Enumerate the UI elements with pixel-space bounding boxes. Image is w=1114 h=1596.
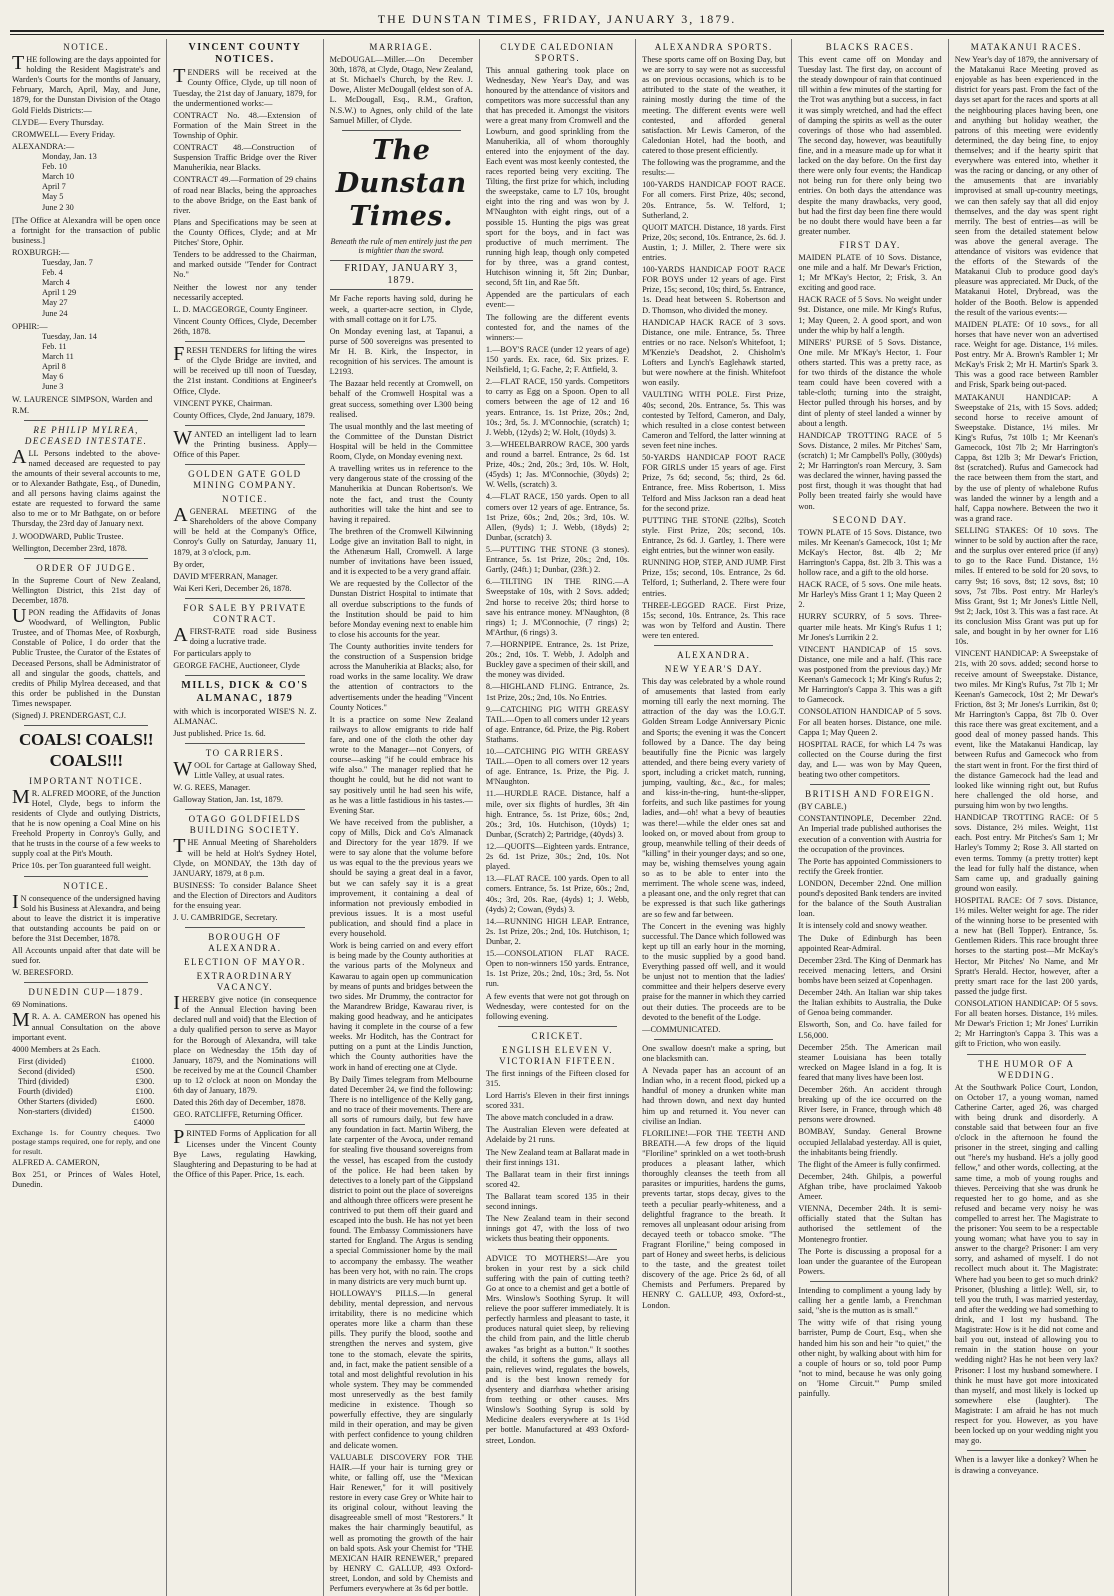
cup-prize-row	[12, 1077, 160, 1087]
schedule-row: March 11	[42, 352, 74, 362]
sale-signature: GEORGE FACHE, Auctioneer, Clyde	[173, 661, 300, 671]
court-notice-heading: NOTICE.	[63, 42, 110, 52]
pump-de-court-quip: The witty wife of that rising young barrister, Pump de Court, Esq., when she handed him his son and heir "to quiet," the other night, by walking about with him for a couple of hours or so, told poor Pump "not to mind, because he was only going on 'Home Circuit.'" Pump smiled painfully.	[798, 1318, 942, 1399]
vcn-contract-49: CONTRACT 49.—Formation of 29 chains of road near Blacks, being the approaches to the above Bridge, on the East bank of river.	[173, 175, 317, 215]
humor-body: At the Southwark Police Court, London, on October 17, a young woman, named Catherine Carter, aged 26, was charged with being drunk and disorderly. A constable said that between four an five o'clock in the afternoon he found the prisoner in the street, singing and calling out "here's my husband. He's a jolly good fellow," and other words, collecting, at the same time, a mob of young roughs and thieves. Perceiving that she was drunk he requested her to go home, and as she refused and became very noisy he was compelled to arrest her. The Magistrate to the prisoner: You seem to be a respectable young woman; what have you to say in answer to the charge? Prisoner: I am very sorry, and ashamed of myself. I do not recollect much about it. The Magistrate: Where had you been to get so much drink? Prisoner, (blushing a little): Well, sir, to tell you the truth, I was married yesterday, and after the wedding we had something to drink, and I lost my husband. The Magistrate: How is it he did not come and bail you out, instead of allowing you to remain in the station house on your wedding night? Has he not been very lax? Prisoner: I lost my husband somewhere. I think he must have got more intoxicated than myself, and most likely is locked up somewhere else (laughter). The Magistrate: I am afraid he has not much respect for you. However, as you have been locked up on your wedding night you may go.	[954, 1082, 1098, 1446]
sports-event: 100-YARDS HANDICAP FOOT RACE FOR BOYS under 12 years of age. First Prize, 15s; second, 10s; third, 5s. Entrance, 1s. Dead heat between S. Robertson and D. Thomson, who divided the money.	[642, 265, 786, 315]
court-clyde: CLYDE— Every Thursday.	[12, 117, 104, 127]
notice2-signature: W. BERESFORD.	[12, 968, 74, 978]
alexandra-sports-intro: These sports came off on Boxing Day, but we are sorry to say were not as successful as on previous occasions, which is to be attributed to the state of the weather, it raining mostly during the time of the meeting. The different events were well contested, and afforded general satisfaction. Mr Lewis Cameron, of the Caledonian Hotel, had the booth, and catered to those present efficiently.	[642, 54, 786, 155]
sports-event: 4.—FLAT RACE, 150 yards. Open to all comers over 12 years of age. Entrance, 5s. 1st Prize, 60s.; 2nd, 20s.; 3rd, 10s. W. Allen, (9yds) 1; J. Webb, (18yds) 2; Dunbar, (scratch) 3.	[485, 492, 630, 542]
british-foreign-heading: BRITISH AND FOREIGN.	[805, 789, 935, 800]
vcn-tenders: Tenders to be addressed to the Chairman, and marked outside "Tender for Contract No."	[173, 250, 317, 280]
cup-prize-row	[12, 1067, 160, 1077]
race-result: VINCENT HANDICAP: A Sweepstake of 21s, with 20 sovs. added; second horse to receive amount of Sweepstake. Distance, two miles. Mr King's Rufus, 7st 7lb 1; Mr Keenan's Gamecock, 10st 2; Mr Dewar's Friction, 8st 3; Mr Jones's Lurrikin, 8st 0; Mr Harrington's Cappa, 8st 7lb 0. Over this race there was great excitement, and a good deal of money passed hands. This event, like the Matakanui Handicap, lay between Rufus and Gamecock who from the start went in front. For the first third of the distance Gamecock had the lead and looked like winning right out, but Rufus here challenged the old horse, and pursuing him won by two lengths.	[954, 649, 1098, 810]
sports-event: 5.—PUTTING THE STONE (3 stones). Entrance, 5s. 1st Prize, 20s.; 2nd, 10s. Gartly, (24ft.) 1; Dunbar, (23ft.) 2.	[485, 544, 630, 575]
court-cromwell: CROMWELL— Every Friday.	[12, 129, 115, 139]
coals-body: MR. ALFRED MOORE, of the Junction Hotel, Clyde, begs to inform the residents of Clyde and outlying Districts, that he is now opening a Coal Mine on his Freehold Property in Conroy's Gully, and that he trusts in the course of a few weeks to supply coal at the Pit's Mouth.	[12, 785, 161, 859]
vcn-place: Vincent County Offices, Clyde, December 26th, 1878.	[173, 316, 317, 336]
cup-prize-label: First (divided)	[18, 1056, 66, 1066]
second-day-heading: SECOND DAY.	[832, 514, 908, 525]
ogbs-heading: OTAGO GOLDFIELDS BUILDING SOCIETY.	[188, 814, 302, 836]
column-3	[323, 39, 479, 1596]
marriage-body: McDOUGAL—Miller.—On December 30th, 1878, at Clyde, Otago, New Zealand, at St. Michael's Church, by the Rev. J. Dowe, Alister McDougall (eldest son of A. L. McDougall, Esq., R.M., Grafton, N.S.W.) to Agnes, only child of the late Samuel Miller, of Clyde.	[329, 54, 473, 125]
judge-body: UPON reading the Affidavits of Jonas Woodward, of Wellington, Public Trustee, and of Thomas Mee, of Roxburgh, Constable of Police, I do order that the Public Trustee, the Curator of the Estates of Deceased Persons, shall be Administrator of all and singular the goods, chattels, and credits of Philip Mylrea deceased, and that this order be published in the Dunstan Times newspaper.	[12, 605, 161, 708]
cup-prize-label: Second (divided)	[18, 1067, 75, 1076]
race-result: SELLING STAKES: Of 10 sovs. The winner to be sold by auction after the race, and the surplus over entered price (if any) to go to the Race Fund. Distance, 1½ miles. If entered to be sold for 20 sovs, to carry 9st; 16 sovs, 8st; 12 sovs, 8st; 10 sovs, 7st 7lbs. Post entry. Mr Harley's Miss Grant, 9st 1; Mr Jones's Little Nell, 9st 2; Jack, 10st 3. This was a fast race. At its conclusion Miss Grant was put up for sale, and bought in by her owner for L16 10s.	[954, 526, 1098, 647]
divider	[24, 982, 148, 983]
news-paragraph: Mr Fache reports having sold, during he week, a quarter-acre section, in Clyde, with small cottage on it for L75.	[329, 294, 473, 324]
cable-item: It is intensely cold and snowy weather.	[798, 921, 928, 931]
race-result: HOSPITAL RACE: Of 7 sovs. Distance, 1½ miles. Welter weight for age. The rider of the winning horse to be presented with a new hat (Bell Topper). Entrance, 5s. Gentlemen Riders. This race brought three horses to the starting post—Mr McKay's Hector, Mr Pitches' No Name, and Mr Spratt's Herald. Hector, however, after a pretty smart race for the last 200 yards, passed the judge first.	[954, 895, 1098, 996]
hair-renewer-advert: VALUABLE DISCOVERY FOR THE HAIR.—If your hair is turning grey or white, or falling off, use the "Mexican Hair Renewer," for it will positively restore in every case Grey or White hair to its original colour, without leaving the disagreeable smell of most "Restorers." It makes the hair charmingly beautiful, as well as promoting the growth of the hair on bald spots. Ask your Chemist for "THE MEXICAN HAIR RENEWER," prepared by HENRY C. GALLUP, 493 Oxford-street, London, and sold by Chemists and Perfumers everywhere at 3s 6d per bottle.	[329, 1452, 473, 1594]
golden-gate-notice: NOTICE.	[222, 494, 268, 505]
matakanui-intro: New Year's day of 1879, the anniversary of the Matakanui Race Meeting proved as enjoyable as has been experienced in the district for years past. From the fact of the days set apart for the races and sports at all the neighbouring places having been, one and anything but holiday weather, the patrons of this meeting were evidently determined, the day being fine, to enjoy themselves; and if the hearty spirit that everywhere was entered into, whether it was the racing or dancing, or any other of the amusements that are invariably improvised at small up-country meetings, we can then safely say that all did enjoy themselves, and the day was spent right merrily. The best of entries—as will be seen from the detailed statement below was above the general average. The attendance of visitors was evidence that the efforts of the Stewards of the Matakanui Club to produce good day's pleasure was appreciated. Mr Duck, of the Matakanui Hotel, Drybread, was the holder of the Booth. Below is appended the result of the various events:—	[954, 54, 1098, 317]
new-years-day-heading: NEW YEAR'S DAY.	[664, 664, 763, 675]
cup-prize-amount: £300.	[135, 1077, 155, 1087]
race-result: HURRY SCURRY, of 5 sovs. Three-quarter mile heats. Mr King's Rufus 1 1; Mr Jones's Lurrikin 2 2.	[798, 612, 942, 642]
court-ophir-label: OPHIR:—	[12, 321, 48, 331]
cup-prize-amount: £500.	[135, 1067, 155, 1076]
humor-heading: THE HUMOR OF A WEDDING.	[978, 1058, 1075, 1080]
golden-gate-by: By order,	[173, 559, 205, 569]
column-4	[479, 39, 635, 1596]
schedule-row: June 2 30	[42, 202, 74, 212]
divider	[185, 425, 304, 426]
race-result: HOSPITAL RACE, for which L4 7s was collected on the Course during the first day, and L— was won by May Queen, beating two other competitors.	[798, 739, 942, 780]
divider	[185, 809, 304, 810]
blacks-races-heading: BLACKS RACES.	[825, 42, 915, 52]
cup-prize-amount: £1500.	[131, 1107, 155, 1117]
sports-event: 6.—TILTING IN THE RING.—A Sweepstake of 10s, with 2 Sovs. added; 2nd horse to receive 20s; third horse to save his entrance money. M'Naughton, (8 rings) 1; J. M'Connochie, (7 rings) 2; M'Arthur, (6 rings) 3.	[485, 577, 630, 637]
cup-prize-label: Other Starters (divided)	[18, 1097, 97, 1107]
mills-price: Just published. Price 1s. 6d.	[173, 728, 266, 738]
new-years-day-signature: —COMMUNICATED.	[642, 1024, 721, 1034]
vcn-body: TENDERS will be received at the County Office, Clyde, up till noon of Tuesday, the 21st day of January, 1879, for the undermentioned works:—	[173, 65, 317, 108]
sports-event: 12.—QUOITS—Eighteen yards. Entrance, 2s 6d. 1st Prize, 30s.; 2nd, 10s. Not played.	[485, 842, 630, 872]
schedule-row: March 4	[42, 278, 70, 288]
swallow-quip: One swallow doesn't make a spring, but one blacksmith can.	[642, 1043, 786, 1063]
schedule-row: May 27	[42, 298, 68, 308]
alexandra-sports-heading: ALEXANDRA SPORTS.	[654, 42, 773, 52]
schedule-row: June 3	[42, 382, 64, 392]
marriage-heading: MARRIAGE.	[369, 42, 434, 52]
court-roxburgh	[12, 248, 160, 319]
clyde-sports-intro-3: The following are the different events contested for, and the names of the winners:—	[485, 312, 630, 342]
divider	[967, 1054, 1086, 1055]
new-years-day-body: This day was celebrated by a whole round of amusements that lasted from early morning till early the next morning. The attraction of the day was the I.O.G.T. Golden Stream Lodge Anniversary Picnic and Sports; the evening it was the Concert followed by a Dance. The day being beautifully fine the Picnic was largely attended, and there being every variety of sport, including a cricket match, running, jumping, vaulting, &c., &c., for males; and kiss-in-the-ring, hunt-the-slipper, forfeits, and such like pastimes for young ladies, and—oh! what a bevy of beauties was there!—while the elder ones sat and looked on, or moved about from group to group, meanwhile telling of their deeds of "killing" in their younger days; and so one, may be, wishing themselves young again so as to be able to enter into the merriment. The whole scene was, indeed, a pleasant one, and the only regret that can be expressed is that such like gatherings are so few and far between.	[642, 677, 786, 919]
sports-event: 8.—HIGHLAND FLING. Entrance, 2s. 1st Prize, 20s.; 2nd, 10s. No Entries.	[485, 682, 630, 702]
divider	[498, 1249, 617, 1250]
carriers-heading: TO CARRIERS.	[205, 748, 285, 759]
vcn-heading: VINCENT COUNTY NOTICES.	[188, 42, 302, 66]
column-2	[166, 39, 322, 1596]
race-result: HACK RACE of 5 Sovs. No weight under 9st. Distance, one mile. Mr King's Rufus, 1; May Queen, 2. A good sport, and won under the whip by half a length.	[798, 295, 942, 335]
clyde-sports-outro: A few events that were not got through on Wednesday, were contested for on the following evening.	[485, 991, 630, 1021]
masthead	[10, 12, 1104, 30]
news-paragraph: On Monday evening last, at Tapanui, a purse of 500 sovereigns was presented to Mr H. B. Kirk, the Inspector, in recognition of his services. The amount is L2193.	[329, 326, 473, 377]
cup-prize-amount: £100.	[135, 1087, 155, 1097]
cricket-paragraph: The Ballarat team scored 135 in their second innings.	[485, 1192, 630, 1212]
cup-footer: Exchange 1s. for Country cheques. Two postage stamps required, one for reply, and one for result.	[12, 1127, 161, 1156]
news-paragraph: The County authorities invite tenders for the construction of a Suspension bridge across the Manuherikia at Blacks; also, for road works in the same locality. We draw the attention of contractors to the advertisements under the heading "Vincent County Notices."	[329, 642, 473, 712]
vcn-signature: L. D. MACGEORGE, County Engineer.	[173, 304, 308, 314]
cricket-heading: CRICKET.	[531, 1030, 584, 1041]
cup-prize-table	[12, 1057, 160, 1128]
cup-body: MR. A. A. CAMERON has opened his annual Consultation on the above important event.	[12, 1009, 161, 1042]
sale-heading: FOR SALE BY PRIVATE CONTRACT.	[183, 602, 307, 624]
cable-item: CONSTANTINOPLE, December 22nd. An Imperial trade published authorises the execution of a convention with Austria for the occupation of the provinces.	[798, 814, 942, 854]
divider	[810, 1281, 929, 1282]
divider	[185, 675, 304, 676]
golden-gate-body: AGENERAL MEETING of the Shareholders of the above Company will be held at the Company's Office, Conroy's Gully on Saturday, January 11, 1879, at 3 o'clock, p.m.	[173, 504, 317, 557]
judge-signature: (Signed) J. PRENDERGAST, C.J.	[12, 711, 126, 721]
sports-event: RUNNING HOP, STEP, AND JUMP. First Prize, 15s; second, 10s. Entrance, 2s 6d. Telford, 1; Sutherland, 2. There were four entries.	[642, 558, 786, 598]
alexandra-sports-intro-2: The following was the programme, and the results:—	[642, 158, 786, 178]
cable-item: The Duke of Edinburgh has been appointed Rear-Admiral.	[798, 933, 942, 953]
schedule-row: May 5	[42, 192, 64, 202]
coals-price: Price 10s. per Ton guaranteed full weight.	[12, 861, 151, 871]
judge-heading: ORDER OF JUDGE.	[36, 562, 137, 573]
divider	[185, 464, 304, 465]
divider	[342, 130, 461, 131]
masthead-title: THE DUNSTAN TIMES, FRIDAY, JANUARY 3, 1879.	[377, 12, 737, 26]
cable-item: The Porte has appointed Commissioners to rectify the Greek frontier.	[798, 856, 942, 876]
cable-item: Elsworth, Son, and Co. have failed for L56,000.	[798, 1020, 942, 1040]
cable-item: BOMBAY, Sunday. General Browne occupied Jellalabad yesterday. All is quiet, the inhabitants being friendly.	[798, 1127, 942, 1157]
race-result: HACK RACE, of 5 sovs. One mile heats. Mr Harley's Miss Grant 1 1; May Queen 2 2.	[798, 580, 942, 610]
cable-item: December 26th. An accident through breaking up of the ice occurred on the River Isere, in France, through which 48 persons were drowned.	[798, 1085, 942, 1125]
sports-event: 9.—CATCHING PIG WITH GREASY TAIL.—Open to all comers under 12 years of age. Entrance, 6d. Prize, the Pig. Robert Stathams.	[485, 704, 630, 744]
notice2-body: IN consequence of the undersigned having Sold his Business at Alexandra, and being about to leave the district it is imperative that outstanding accounts be paid on or before the 31st December, 1878.	[12, 890, 161, 943]
golden-gate-place: Wai Keri Keri, December 26, 1878.	[173, 583, 292, 593]
schedule-row: June 24	[42, 308, 68, 318]
by-cable-label: (BY CABLE.)	[798, 802, 847, 812]
wanted-body: WANTED an intelligent lad to learn the Printing business. Apply—Office of this Paper.	[173, 426, 317, 460]
schedule-row: April 8	[42, 362, 66, 372]
divider	[24, 558, 148, 559]
cricket-paragraph: The first innings of the Fifteen closed for 315.	[485, 1068, 630, 1088]
vcn-plans: Plans and Specifications may be seen at the County Offices, Clyde; and at Mr Pitches' Store, Ophir.	[173, 217, 317, 248]
cricket-paragraph: The Australian Eleven were defeated at Adelaide by 21 runs.	[485, 1125, 630, 1145]
cable-item: December 23rd. The King of Denmark has received menacing letters, and Orsini bombs have been seized at Copenhagen.	[798, 955, 942, 985]
divider	[654, 645, 773, 646]
sports-event: 100-YARDS HANDICAP FOOT RACE. For all comers. First Prize, 40s; second, 20s. Entrance, 5s. W. Telford, 1; Sutherland, 2.	[642, 180, 786, 220]
lamb-quip: Intending to compliment a young lady by calling her a gentle lamb, a Frenchman said, "she is the mutton as is small."	[798, 1286, 942, 1316]
vacancy-date: Dated this 26th day of December, 1878.	[173, 1098, 306, 1108]
carriers-signature: W. G. REES, Manager.	[173, 783, 251, 793]
clyde-sports-intro: This annual gathering took place on Wednesday, New Year's Day, and was honoured by the attendance of visitors and competitors was more successful than any that has preceded it. Amongst the visitors were a great many from Cromwell and the Lowburn, and good sprinkling from the Manuherikia, all of whom thoroughly entered into the enjoyment of the day. Each event was most keenly contested, the races reported being very exciting. The Tilting, the first prize for which, including the sweepstake, came to L7 10s, brought eight into the ring and was won by J. M'Naughton with eight rings, out of a possible 15. Hunting the pigs was great sport for the boys, and in fact was productive of much merriment. The running high leap, though only competed for by three, was a grand contest, Hutchison winning it, 5ft 2in; Dunbar, second, 5ft 1in, and Rae 5ft.	[485, 65, 630, 288]
divider	[185, 927, 304, 928]
paper-title: The Dunstan Times.	[335, 134, 467, 232]
cable-item: December 24th. An Italian war ship takes the Italian exhibits to Australia, the Duke of Genoa being commander.	[798, 988, 942, 1018]
paper-dateline: FRIDAY, JANUARY 3, 1879.	[330, 260, 473, 290]
cup-heading: DUNEDIN CUP—1879.	[28, 987, 144, 998]
race-result: CONSOLATION HANDICAP of 5 sovs. For all beaten horses. Distance, one mile. Cappa 1; May Queen 2.	[798, 707, 942, 737]
schedule-row: Feb. 4	[42, 268, 63, 278]
mylrea-signature: J. WOODWARD, Public Trustee.	[12, 531, 124, 541]
column-6	[791, 39, 947, 1596]
masthead-rule	[10, 30, 1104, 35]
cup-prize-row	[12, 1087, 160, 1097]
divider	[24, 876, 148, 877]
race-result: HANDICAP TROTTING RACE of 5 Sovs. Distance, 2 miles. Mr Pitches' Sam, (scratch) 1; Mr Campbell's Polly, (300yds) 2; Mr Harrington's roan Mercury, 3. Sam was declared the winner, having passed the post first, though it was thought that had Polly been treated fairly she would have won.	[798, 430, 942, 511]
cup-prize-amount: £600.	[135, 1097, 155, 1107]
news-paragraph: The Bazaar held recently at Cromwell, on behalf of the Cromwell Hospital was a great success, something over L300 being realised.	[329, 379, 473, 419]
divider	[810, 784, 929, 785]
cup-prize-row	[12, 1057, 160, 1067]
ogbs-body: THE Annual Meeting of Shareholders will be held at Holt's Sydney Hotel, Clyde, on MONDAY, the 13th day of JANUARY, 1879, at 8 p.m.	[173, 835, 317, 878]
vcn-lowest: Neither the lowest nor any tender necessarily accepted.	[173, 282, 317, 302]
news-paragraph: It is a practice on some New Zealand railways to allow emigrants to ride half fare, and one of the cloth the other day wrote to the Manager—not Conyers, of course—asking "if he could embrace his wife also." The manager replied that he thought he could, but he did not want to say positively until he had seen his wife, as he was a little fastidious in his tastes.—Evening Star.	[329, 714, 473, 815]
race-result: HANDICAP TROTTING RACE: Of 5 sovs. Distance, 2½ miles. Weight, 11st each. Post entry. Mr Pitches's Sam 1; Mr Harley's Tommy 2; Rose 3. All started on even terms. Tommy (a pretty trotter) kept the lead for fully half the distance, when Sam came up, and gradually gaining ground won easily.	[954, 813, 1098, 893]
cable-item: December 25th. The American mail steamer Louisiana has been totally wrecked on Magee Island in a fog. It is feared that many lives have been lost.	[798, 1042, 942, 1082]
schedule-row: April 7	[42, 182, 66, 192]
sports-event: 1.—BOY'S RACE (under 12 years of age) 150 yards. Ex. race, 6d. Six prizes. F. Neilsfield, 1; G. Fache, 2; F. Attfield, 3.	[485, 344, 630, 375]
cable-item: VIENNA, December 24th. It is semi-officially stated that the Sultan has authorised the settlement of the Montenegro frontier.	[798, 1204, 942, 1244]
new-years-day-body-2: The Concert in the evening was highly successful. The Dance which followed was kept up till an early hour in the morning, to the music supplied by a good band. Everything passed off well, and it would be unjust not to mention that the ladies' committee and their helpers deserve every praise for the manner in which they carried out their duties. The proceeds are to be devoted to the benefit of the Lodge.	[642, 921, 786, 1022]
cup-prize-amount: £1000.	[131, 1056, 155, 1066]
schedule-row: Feb. 11	[42, 341, 67, 351]
alexandra-heading: ALEXANDRA.	[677, 650, 751, 661]
news-paragraph: The brethren of the Cromwell Kilwinning Lodge give an invitation Ball to night, in the Athenæum Hall, Cromwell. A large number of invitations have been issued, and it is expected to be a very grand affair.	[329, 526, 473, 577]
indian-anecdote: A Nevada paper has an account of an Indian who, in a recent flood, picked up a handful of money a drunken white man had thrown down, and next day hunted him up and returned it. You never can civilise an Indian.	[642, 1066, 786, 1126]
cup-signature: ALFRED A. CAMERON,	[12, 1158, 100, 1168]
news-paragraph: A travelling writes us in reference to the very dangerous state of the crossing of the Manuherikia at Duncan Robertson's. We note the fact, and trust the County authorities will take the hint and see to having it repaired.	[329, 464, 473, 524]
ogbs-business: BUSINESS: To consider Balance Sheet and the Election of Directors and Auditors for the ensuing year.	[173, 880, 317, 911]
cup-members: 4000 Members at 2s Each.	[12, 1044, 101, 1054]
cable-item: LONDON, December 22nd. One million pound's deposited Bank tenders are invited for the balance of the South Australian loan.	[798, 878, 942, 919]
news-paragraph: Work is being carried on and every effort is being made by the County authorities at the various parts of the Molyneux and Kawarau to again open up communication by means of punts and bridges between the two sides. Mr Drummy, the contractor for the Marandrew Bridge, Kawarau river, is making good headway, and he anticipates having it complete in the course of a few weeks. Mr Hoditch, has the Contract for putting on a punt at the Lindis Junction, which the County authorities have the work in hand of erecting one at Clyde.	[329, 941, 473, 1072]
divider	[654, 1039, 773, 1040]
clyde-sports-heading: CLYDE CALEDONIAN SPORTS.	[500, 42, 615, 63]
news-paragraph: By Daily Times telegram from Melbourne dated December 24, we find the following: There is no intelligence of the Kelly gang, and no trace of their movements. There are all sorts of rumours daily, but few have any foundation in fact. Martin Wiberg, the late carpenter of the Avoca, under remand for stealing five thousand sovereigns from the vessel, has escaped from the custody of the police. He had been taken by detectives to a lonely part of the Gippsland district to point out the place of sovereigns and although three officers were present he contrived to put them off their guard and escaped into the bush. He has not yet been found. The Embassy Commissioners have started for England. The Argus is sending a special Commissioner home by the mail to accompany the embassy. The weather has been very hot, with no rain. The crops in many districts are very much burnt up.	[329, 1074, 473, 1286]
cup-prize-label: Third (divided)	[18, 1077, 69, 1087]
sports-event: 10.—CATCHING PIG WITH GREASY TAIL.—Open to all comers over 12 years of age. Entrance, 1s. Prize, the Pig. J. M'Naughton.	[485, 747, 630, 787]
paper-motto: Beneath the rule of men entirely just the pen is mightier than the sword.	[330, 236, 472, 256]
sale-body: AFIRST-RATE road side Business doing a lucrative trade.	[173, 623, 317, 647]
vacancy-body: IHEREBY give notice (in consequence of the Annual Election having been declared null and void) that the Election of a duly qualified person to serve as Mayor for the Borough of Alexandra, will take place on Wednesday the 15th day of January, 1879, and the Nominations will be received by me at the Council Chamber up to 12 o'clock at noon on Monday the 6th day of January, 1879.	[173, 992, 317, 1096]
carriers-body: WOOL for Cartage at Galloway Shed, Little Valley, at usual rates.	[173, 758, 317, 781]
court-ophir	[12, 322, 160, 393]
sports-event: HANDICAP HACK RACE of 3 sovs. Distance, one mile. Entrance, 5s. Three entries or no race. Nelson's Whitefoot, 1; M'Kenzie's Deadshot, 2. Chisholm's Lofters and Lynch's Eaglehawk started, but were nowhere at the finish. Whitefoot won easily.	[642, 317, 786, 388]
schedule-row: Monday, Jan. 13	[42, 151, 97, 161]
blacks-races-intro: This event came off on Monday and Tuesday last. The first day, on account of the steady downpour of rain that continued till within a few minutes of the starting for the Trot was anything but a success, in fact it was simply wretched, and had the effect of damping the spirits as well as the outer coverings of those who had assembled. The second day, however, was beautifully fine, and in a measure made up for what it lacked on the day before. On the first day there were only four events; the Handicap not being run for there only being two entries. On both days the attendance was despite the many drawbacks, very good, but had the first day been fine there would be no doubt there would have been a far greater number.	[798, 54, 942, 236]
cable-item: The Porte is discussing a proposal for a loan under the guarantee of the European Powers.	[798, 1246, 942, 1276]
sports-event: VAULTING WITH POLE. First Prize, 40s; second, 20s. Entrance, 5s. This was contested by Telford, Cameron, and Daly, which resulted in a close contest between Cameron and Telford, the latter winning at seven feet nine inches.	[642, 390, 786, 451]
schedule-row: May 6	[42, 372, 64, 382]
cup-nominations: 69 Nominations.	[12, 1000, 68, 1010]
divider	[185, 743, 304, 744]
election-heading: ELECTION OF MAYOR.	[183, 957, 306, 968]
sports-event: 15.—CONSOLATION FLAT RACE. Open to non-winners 150 yards. Entrance, 1s. 1st Prize, 20s.; 2nd, 10s.; 3rd, 5s. Not run.	[485, 949, 630, 989]
schedule-row: April 1 29	[42, 288, 77, 298]
golden-gate-heading: GOLDEN GATE GOLD MINING COMPANY.	[188, 469, 302, 491]
fresh-tenders-signature: VINCENT PYKE, Chairman.	[173, 398, 273, 408]
vcn-contract-48a: CONTRACT No. 48.—Extension of Formation of the Main Street in the Township of Ophir.	[173, 110, 317, 141]
cable-item: December, 24th. Ghilpis, a powerful Afghan tribe, have proclaimed Yakoob Ameer.	[798, 1171, 942, 1202]
race-result: MAIDEN PLATE of 10 Sovs. Distance, one mile and a half. Mr Dewar's Friction, 1; Mr M'Kay's Hector, 2; Frisk, 3. An exciting and good race.	[798, 252, 942, 293]
race-result: TOWN PLATE of 15 Sovs. Distance, two miles. Mr Keenan's Gamecock, 10st 1; Mr McKay's Hector, 8st. 4lb 2; Mr Harrington's Cappa, 8st. 2lb 3. This was a hollow race, and a gift to the old horse.	[798, 527, 942, 578]
divider	[185, 598, 304, 599]
race-result: MATAKANUI HANDICAP: A Sweepstake of 21s, with 15 Sovs. added; second horse to receive amount of Sweepstake. Distance, 1½ miles. Mr King's Rufus, 7st 10lb 1; Mr Keenan's Gamecock, 10st 7lb 2; Mr Harrington's Cappa, 8st 12lb 3; Mr Dewar's Friction, 8st (scratched). Rufus and Gamecock had the race between them from the start, and by the use of plenty of whalebone Rufus was landed the winner by a length and a half, Cappa nowhere. Between the two it was a grand race.	[954, 392, 1098, 523]
printed-forms-body: PRINTED Forms of Application for all Licenses under the Vincent County Bye Laws, regulating Hawking, Slaughtering and Depasturing to be had at the Office of this Paper. Price, 1s. each.	[173, 1126, 317, 1179]
borough-heading: BOROUGH OF ALEXANDRA.	[208, 932, 282, 954]
divider	[498, 1026, 617, 1027]
notice2-body-2: All Accounts unpaid after that date will be sued for.	[12, 946, 161, 966]
news-paragraph: We are requested by the Collector of the Dunstan District Hospital to intimate that all overdue subscriptions to the funds of the Institution should be paid to him before Monday evening next to enable him to close his accounts for the year.	[329, 579, 473, 639]
cup-prize-label: Fourth (divided)	[18, 1087, 73, 1097]
race-result: MINERS' PURSE of 5 Sovs. Distance, One mile. Mr M'Kay's Hector, 1. Four others started. This was a pretty race, as for two thirds of the distance the whole team could have been covered with a table-cloth; turning into the straight, Hector pulled through his horses, and by dint of plenty of steel landed a winner by about a length.	[798, 337, 942, 428]
columns	[10, 39, 1104, 1594]
sports-event: 13.—FLAT RACE. 100 yards. Open to all comers. Entrance, 5s. 1st Prize, 60s.; 2nd, 40s.; 3rd, 20s. Rae, (4yds) 1; J. Webb, (4yds) 2; Cowan, (9yds) 3.	[485, 874, 630, 914]
sports-event: 50-YARDS HANDICAP FOOT RACE FOR GIRLS under 15 years of age. First Prize, 7s 6d; second, 5s; third, 2s 6d. Entrance, free. Miss Robertson, 1. Miss Telford and Miss Jackson ran a dead heat for the second prize.	[642, 453, 786, 513]
cricket-paragraph: The New Zealand team at Ballarat made in their first innings 131.	[485, 1147, 630, 1167]
cup-prize-row	[12, 1107, 160, 1117]
mills-body: with which is incorporated WISE'S N. Z. ALMANAC.	[173, 706, 317, 726]
cup-total: £4000	[133, 1117, 155, 1127]
judge-intro: In the Supreme Court of New Zealand, Wellington District, this 21st day of December, 1878.	[12, 575, 161, 605]
cup-prize-label: Non-starters (divided)	[18, 1107, 92, 1117]
cricket-paragraph: The Ballarat team in their first innings scored 42.	[485, 1169, 630, 1189]
court-alexandra	[12, 142, 160, 213]
lawyer-quip: When is a lawyer like a donkey? When he is drawing a conveyance.	[954, 1455, 1098, 1475]
golden-gate-signature: DAVID M'FERRAN, Manager.	[173, 571, 278, 581]
sports-event: PUTTING THE STONE (22lbs), Scotch style. First Prize, 20s; second, 10s. Entrance, 2s 6d. J. Gartley, 1. There were eight entries, but the winner won easily.	[642, 515, 786, 556]
court-roxburgh-label: ROXBURGH:—	[12, 247, 70, 257]
divider	[967, 1450, 1086, 1451]
sports-event: QUOIT MATCH. Distance, 18 yards. First Prize, 20s; second, 10s. Entrance, 2s. 6d. J. Austin, 1; J. Miller, 2. There were six entries.	[642, 222, 786, 263]
clyde-sports-intro-2: Appended are the particulars of each event:—	[485, 290, 630, 310]
court-notice-intro: THE following are the days appointed for holding the Resident Magistrate's and Warden's Courts for the months of January, February, March, April, May, and June, 1879, for the Dunstan Division of the Otago Gold Fields Districts:—	[12, 51, 161, 115]
schedule-row: Tuesday, Jan. 7	[42, 258, 93, 268]
floriline-advert: FLORILINE!—FOR THE TEETH AND BREATH.—A few drops of the liquid "Floriline" sprinkled on a wet tooth-brush produces a pleasant lather, which thoroughly cleanses the teeth from all parasites or impurities, hardens the gums, prevents tartar, stops decay, gives to the teeth a peculiar pearly-whiteness, and a delightful fragrance to the breath. It removes all unpleasant odour arising from decayed teeth or tobacco smoke. "The Fragrant Floriline," being composed in part of Honey and sweet herbs, is delicious to the taste, and the greatest toilet discovery of the age. Price 2s 6d, of all Chemists and Perfumers. Prepared by HENRY C. GALLUP, 493, Oxford-st., London.	[642, 1128, 786, 1310]
sale-apply: For particulars apply to	[173, 649, 251, 659]
fresh-tenders-place: County Offices, Clyde, 2nd January, 1879.	[173, 410, 315, 420]
sports-event: 11.—HURDLE RACE. Distance, half a mile, over six flights of hurdles, 3ft 4in high. Entrance, 5s. 1st Prize, 60s.; 2nd, 20s.; 3rd, 10s. Hutchison, (10yds) 1; Dunbar, (Scratch) 2; Partridge, (40yds) 3.	[485, 789, 630, 839]
mylrea-heading: RE PHILIP MYLREA, DECEASED INTESTATE.	[24, 424, 148, 446]
first-day-heading: FIRST DAY.	[839, 239, 901, 250]
cricket-paragraph: The New Zealand team in their second innings got 47, with the loss of two wickets thus beating their opponents.	[485, 1214, 630, 1244]
column-1	[10, 39, 166, 1596]
sports-event: 3.—WHEELBARROW RACE, 300 yards and round a barrel. Entrance, 2s 6d. 1st Prize, 40s.; 2nd, 20s.; 3rd, 10s. W. Holt, (45yds) 1; Jas. M'Connochie, (30yds) 2; W. Wells, (scratch) 3.	[485, 439, 630, 490]
cup-prize-row	[12, 1097, 160, 1107]
divider	[24, 420, 148, 421]
sports-event: THREE-LEGGED RACE. First Prize, 15s; second, 10s. Entrance, 2s. This race was won by Telford and Austin. There were ten entered.	[642, 600, 786, 640]
carriers-place: Galloway Station, Jan. 1st, 1879.	[173, 795, 283, 805]
cup-address: Box 251, or Princes of Wales Hotel, Dunedin.	[12, 1170, 161, 1190]
mothers-advert: ADVICE TO MOTHERS!—Are you broken in your rest by a sick child suffering with the pain of cutting teeth? Go at once to a chemist and get a bottle of Mrs. Winslow's Soothing Syrup. It will relieve the poor sufferer immediately. It is perfectly harmless and pleasant to taste, it produces natural quiet sleep, by relieving the child from pain, and the little cherub awakes "as bright as a button." It soothes the child, it softens the gums, allays all pain, relieves wind, regulates the bowels, and is the best known remedy for dysentery and diarrhœa whether arising from teething or other causes. Mrs Winslow's Soothing Syrup is sold by Medicine dealers everywhere at 1s 1½d per bottle. Manufactured at 493 Oxford-street, London.	[485, 1253, 630, 1445]
cricket-paragraph: The above match concluded in a draw.	[485, 1113, 614, 1123]
race-result: MAIDEN PLATE: Of 10 sovs., for all horses that have never won an advertised race. Weight for age. Distance, 1½ miles. Post entry. Mr A. Brown's Rambler 1; Mr McKay's Frisk 2; Mr H. Martin's Spark 3. This was a good race between Rambler and Frisk, Spark being out-paced.	[954, 319, 1098, 390]
holloway-advert: HOLLOWAY'S PILLS.—In general debility, mental depression, and nervous irritability, there is no medicine which operates more like a charm than these pills. They purify the blood, soothe and strengthen the nerves and system, give tone to the stomach, elevate the spirits, and, in fact, make the patient sensible of a total and most delightful revolution in his whole system. They may be commended most unreservedly as the best family medicine in existence. Though so powerfully effective, they are singularly mild in their operation, and may be given with perfect confidence to young children and delicate women.	[329, 1288, 473, 1450]
vacancy-signature: GEO. RATCLIFFE, Returning Officer.	[173, 1110, 303, 1120]
divider	[24, 725, 148, 726]
schedule-row: March 10	[42, 172, 75, 182]
mylrea-body: ALL Persons indebted to the above-named deceased are requested to pay the amounts of their several accounts to me, or to Alexander Bathgate, Esq., of Dunedin, and all persons having claims against the estate are requested to forward the same also to me or to Mr Bathgate, on or before Thursday, the 23rd day of January next.	[12, 445, 161, 529]
cable-item: The flight of the Ameer is fully confirmed.	[798, 1159, 941, 1169]
court-alexandra-note: [The Office at Alexandra will be open once a fortnight for the transaction of public business.]	[12, 215, 161, 245]
news-paragraph: We have received from the publisher, a copy of Mills, Dick and Co's Almanack and Directory for the year 1879. If we were to say alone that the volume before us was equal to the the previous years we should be saying a great deal in a favor, but we can safely say it is a great improvement, it containing a deal of information not previously embodied in previous issues. It is a most useful publication, and should find a place in every household.	[329, 817, 473, 939]
court-notice-signature: W. LAURENCE SIMPSON, Warden and R.M.	[12, 395, 153, 415]
mills-heading: MILLS, DICK & CO'S ALMANAC, 1879	[181, 680, 309, 704]
schedule-row: Feb. 10	[42, 162, 67, 172]
schedule-row: Tuesday, Jan. 14	[42, 331, 97, 341]
ogbs-signature: J. U. CAMBRIDGE, Secretary.	[173, 913, 278, 923]
column-5	[635, 39, 791, 1596]
race-result: CONSOLATION HANDICAP: Of 5 sovs. For all beaten horses. Distance, 1½ miles. Mr Dewar's Friction 1; Mr Jones' Lurrikin 2; Mr Harrington's Cappa 3. This was a gift to Friction, who won easily.	[954, 999, 1098, 1049]
matakanui-races-heading: MATAKANUI RACES.	[970, 42, 1082, 52]
divider	[185, 341, 304, 342]
vcn-contract-48b: CONTRACT 48.—Construction of Suspension Traffic Bridge over the River Manuherikia, near Blacks.	[173, 143, 317, 173]
sports-event: 7.—HORNPIPE. Entrance, 2s. 1st Prize, 20s.; 2nd, 10s. T. Webb, J. Adolph and Buckley gave a specimen of their skill, and the money was divided.	[485, 639, 630, 680]
notice2-heading: NOTICE.	[63, 880, 110, 891]
important-notice-heading: IMPORTANT NOTICE.	[29, 775, 144, 786]
cricket-subheading: ENGLISH ELEVEN V. VICTORIAN FIFTEEN.	[499, 1044, 616, 1066]
mylrea-place: Wellington, December 23rd, 1878.	[12, 543, 127, 553]
vacancy-heading: EXTRAORDINARY VACANCY.	[196, 971, 294, 993]
race-result: VINCENT HANDICAP of 15 sovs. Distance, one mile and a half. (This race was postponed from the previous day.) Mr Keenan's Gamecock 1; Mr King's Rufus 2; Mr Harrington's Cappa 3. This was a gift to Gamecock.	[798, 644, 942, 705]
news-paragraph: The usual monthly and the last meeting of the Committee of the Dunstan District Hospital will be held in the Committee Room, Clyde, on Monday evening next.	[329, 421, 473, 462]
sports-event: 2.—FLAT RACE, 150 yards. Competitors to carry as Egg on a Spoon. Open to all comers between the age of 12 and 16 years. Entrance, 1s. 1st Prize, 20s.; 2nd, 10s.; 3rd, 5s. J. M'Connochie, (scratch) 1; J. Webb, (12yds) 2; W. Holt, (10yds) 3.	[485, 377, 630, 437]
sports-event: 14.—RUNNING HIGH LEAP. Entrance, 2s. 1st Prize, 20s.; 2nd, 10s. Hutchison, 1; Dunbar, 2.	[485, 916, 630, 947]
fresh-tenders-body: FRESH TENDERS for lifting the wires of the Clyde Bridge are invited, and will be received up till noon of Tuesday, the 21st instant. Conditions at Engineer's Office, Clyde.	[173, 343, 317, 396]
coals-heading: COALS! COALS!! COALS!!!	[19, 730, 154, 770]
court-alexandra-label: ALEXANDRA:—	[12, 141, 75, 151]
column-7	[948, 39, 1104, 1596]
cricket-paragraph: Lord Harris's Eleven in their first innings scored 331.	[485, 1091, 630, 1111]
divider	[185, 1124, 304, 1125]
